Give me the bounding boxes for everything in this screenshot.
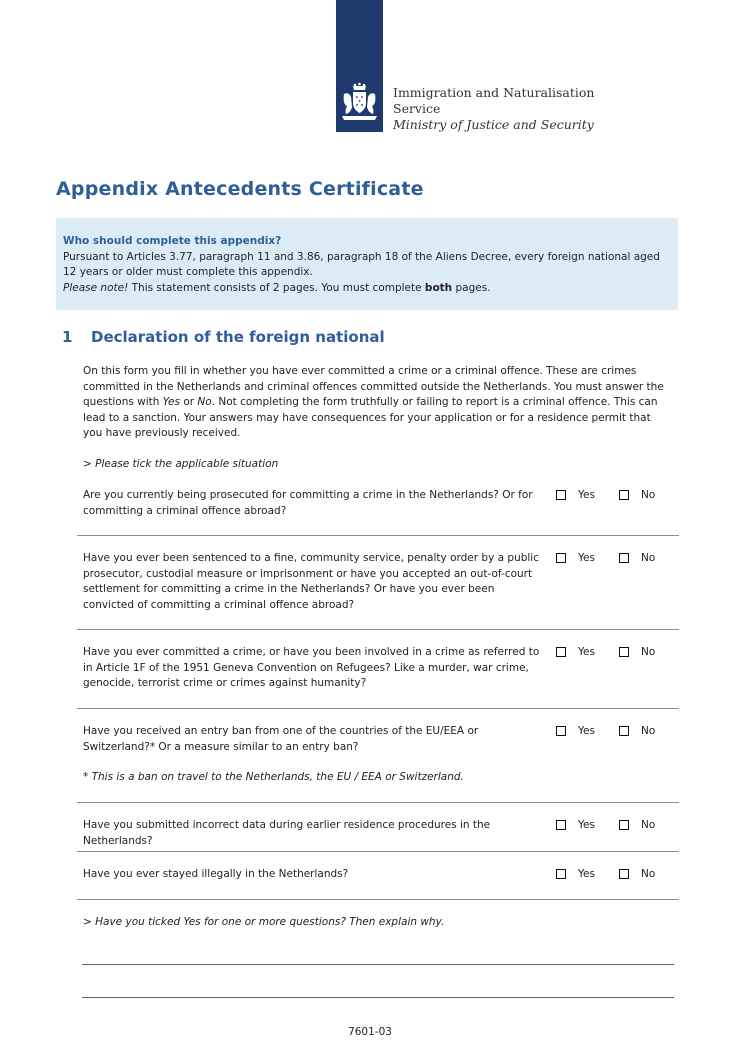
question-1: Are you currently being prosecuted for committing a crime in the Netherlands? Or for committing a criminal offence abroad? bbox=[83, 489, 533, 517]
q3-yes-option[interactable] bbox=[556, 646, 595, 658]
org-line-1: Immigration and Naturalisation bbox=[393, 85, 595, 100]
q4-no-checkbox[interactable] bbox=[619, 726, 629, 736]
q1-yes-option[interactable] bbox=[556, 489, 595, 501]
q5-yes-label: Yes bbox=[578, 819, 595, 831]
note-text-a: This statement consists of 2 pages. You must complete bbox=[128, 281, 425, 294]
q6-no-label: No bbox=[641, 868, 656, 880]
q1-yes-checkbox[interactable] bbox=[556, 490, 566, 500]
question-3: Have you ever committed a crime, or have you been involved in a crime as referred to in Article 1F of the 1951 Geneva Convention on Refugees? Like a murder, war crime, genocide, terrorist crime or crimes against humanity? bbox=[83, 646, 540, 689]
question-4: Have you received an entry ban from one of the countries of the EU/EEA or Switzerland?* Or a measure similar to an entry ban? bbox=[83, 725, 479, 753]
q6-yes-label: Yes bbox=[578, 868, 595, 880]
info-question: Who should complete this appendix? bbox=[63, 235, 282, 247]
q2-yes-label: Yes bbox=[578, 552, 595, 564]
q5-yes-checkbox[interactable] bbox=[556, 820, 566, 830]
intro-yes: Yes bbox=[162, 396, 180, 408]
q2-no-label: No bbox=[641, 552, 656, 564]
q6-no-option[interactable] bbox=[619, 868, 655, 880]
q1-no-checkbox[interactable] bbox=[619, 490, 629, 500]
explain-instruction: > Have you ticked Yes for one or more questions? Then explain why. bbox=[83, 916, 445, 928]
divider bbox=[77, 802, 679, 803]
section-intro bbox=[83, 364, 673, 442]
note-label: Please note! bbox=[63, 281, 129, 294]
q2-yes-option[interactable] bbox=[556, 552, 595, 564]
intro-or: or bbox=[180, 396, 198, 408]
note-bold: both bbox=[424, 281, 453, 294]
question-5: Have you submitted incorrect data during earlier residence procedures in the Netherlands? bbox=[83, 819, 491, 847]
q3-yes-checkbox[interactable] bbox=[556, 647, 566, 657]
q6-no-checkbox[interactable] bbox=[619, 869, 629, 879]
intro-text-b: . Not completing the form truthfully or failing to report is a criminal offence. This can lead to a sanction. Your answers may have consequences for your application or for a residence permit that you have previously received. bbox=[83, 396, 658, 439]
q2-no-option[interactable] bbox=[619, 552, 655, 564]
organisation-name bbox=[393, 85, 594, 133]
q1-no-option[interactable] bbox=[619, 489, 655, 501]
q5-no-checkbox[interactable] bbox=[619, 820, 629, 830]
q2-yes-checkbox[interactable] bbox=[556, 553, 566, 563]
q1-no-label: No bbox=[641, 489, 656, 501]
divider bbox=[77, 851, 679, 852]
info-box bbox=[56, 218, 678, 310]
intro-text-a: On this form you fill in whether you have ever committed a crime or a criminal offence. These are crimes committed in the Netherlands and criminal offences committed outside the Netherlands. You must answer the questions with bbox=[83, 365, 664, 408]
divider bbox=[77, 535, 679, 536]
tick-instruction: > Please tick the applicable situation bbox=[83, 458, 279, 470]
q3-no-label: No bbox=[641, 646, 656, 658]
q5-no-option[interactable] bbox=[619, 819, 655, 831]
q3-no-option[interactable] bbox=[619, 646, 655, 658]
intro-no: No bbox=[197, 396, 212, 408]
question-6: Have you ever stayed illegally in the Netherlands? bbox=[83, 868, 349, 880]
info-note bbox=[63, 281, 669, 297]
q3-no-checkbox[interactable] bbox=[619, 647, 629, 657]
org-line-2: Service bbox=[393, 101, 441, 116]
q5-yes-option[interactable] bbox=[556, 819, 595, 831]
page-title: Appendix Antecedents Certificate bbox=[56, 178, 424, 200]
footnote: * This is a ban on travel to the Netherlands, the EU / EEA or Switzerland. bbox=[83, 771, 464, 783]
q4-yes-label: Yes bbox=[578, 725, 595, 737]
divider bbox=[77, 629, 679, 630]
q4-no-option[interactable] bbox=[619, 725, 655, 737]
q6-yes-option[interactable] bbox=[556, 868, 595, 880]
explanation-line-1[interactable] bbox=[82, 964, 674, 965]
section-number: 1 bbox=[62, 328, 73, 346]
coat-of-arms-icon bbox=[336, 80, 383, 126]
explanation-line-2[interactable] bbox=[82, 997, 674, 998]
q1-yes-label: Yes bbox=[578, 489, 595, 501]
divider bbox=[77, 899, 679, 900]
section-title: Declaration of the foreign national bbox=[91, 328, 385, 346]
q4-no-label: No bbox=[641, 725, 656, 737]
ministry-name: Ministry of Justice and Security bbox=[393, 117, 594, 132]
divider bbox=[77, 708, 679, 709]
q4-yes-checkbox[interactable] bbox=[556, 726, 566, 736]
info-body: Pursuant to Articles 3.77, paragraph 11 and 3.86, paragraph 18 of the Aliens Decree, every foreign national aged 12 years or older must complete this appendix. bbox=[63, 250, 660, 278]
q5-no-label: No bbox=[641, 819, 656, 831]
note-text-b: pages. bbox=[452, 281, 491, 294]
form-code: 7601-03 bbox=[348, 1026, 392, 1038]
q6-yes-checkbox[interactable] bbox=[556, 869, 566, 879]
q4-yes-option[interactable] bbox=[556, 725, 595, 737]
q3-yes-label: Yes bbox=[578, 646, 595, 658]
question-2: Have you ever been sentenced to a fine, community service, penalty order by a public prosecutor, custodial measure or imprisonment or have you accepted an out-of-court settlement for committing a crime in the Netherlands? Or have you ever been convicted of committing a criminal offence abroad? bbox=[83, 552, 539, 611]
q2-no-checkbox[interactable] bbox=[619, 553, 629, 563]
